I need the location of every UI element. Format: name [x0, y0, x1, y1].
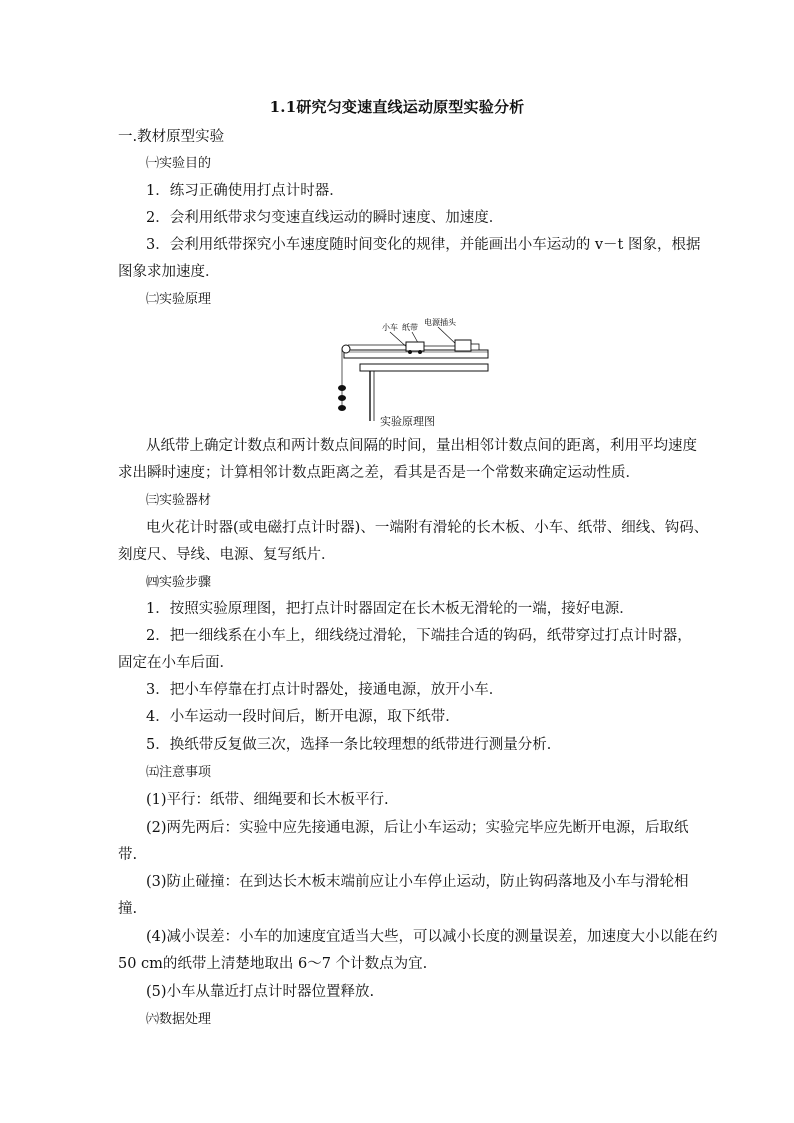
figure-caption: 实验原理图 — [380, 415, 435, 428]
document-title: 1.1研究匀变速直线运动原型实验分析 — [269, 98, 525, 116]
subsection-heading: ㈡实验原理 — [146, 292, 212, 307]
paragraph-line: 求出瞬时速度；计算相邻计数点距离之差，看其是否是一个常数来确定运动性质． — [118, 465, 640, 481]
label-car: 小车 — [382, 323, 398, 332]
subsection-heading: ㈣实验步骤 — [146, 575, 212, 590]
paragraph-line: 5．换纸带反复做三次，选择一条比较理想的纸带进行测量分析． — [146, 737, 562, 753]
paragraph-line: 2．会利用纸带求匀变速直线运动的瞬时速度、加速度． — [146, 210, 504, 226]
paragraph-line: 3．会利用纸带探究小车速度随时间变化的规律，并能画出小车运动的 v－t 图象，根据 — [146, 237, 701, 253]
paragraph-line: 1．按照实验原理图，把打点计时器固定在长木板无滑轮的一端，接好电源． — [146, 601, 634, 617]
paragraph-line: 1．练习正确使用打点计时器． — [146, 183, 344, 199]
paragraph-line: 固定在小车后面． — [118, 655, 234, 671]
paragraph-line: 带. — [118, 847, 138, 863]
paragraph-line: (4)减小误差：小车的加速度宜适当大些，可以减小长度的测量误差，加速度大小以能在约 — [146, 929, 718, 945]
section-heading: 一.教材原型实验 — [118, 129, 225, 145]
label-tape: 纸带 — [402, 323, 418, 332]
paragraph-line: 刻度尺、导线、电源、复写纸片． — [118, 547, 336, 563]
subsection-heading: ㈢实验器材 — [146, 493, 212, 508]
paragraph-line: (5)小车从靠近打点计时器位置释放. — [146, 984, 375, 1000]
paragraph-line: 从纸带上确定计数点和两计数点间隔的时间，量出相邻计数点间的距离，利用平均速度 — [146, 438, 697, 454]
subsection-heading: ㈥数据处理 — [146, 1012, 212, 1027]
paragraph-line: 撞. — [118, 901, 138, 917]
paragraph-line: (3)防止碰撞：在到达长木板末端前应让小车停止运动，防止钩码落地及小车与滑轮相 — [146, 874, 689, 890]
subsection-heading: ㈤注意事项 — [146, 765, 212, 780]
paragraph-line: 4．小车运动一段时间后，断开电源，取下纸带． — [146, 709, 460, 725]
paragraph-line: 50 cm的纸带上清楚地取出 6～7 个计数点为宜. — [118, 956, 428, 972]
paragraph-line: 3．把小车停靠在打点计时器处，接通电源，放开小车． — [146, 682, 504, 698]
paragraph-line: (2)两先两后：实验中应先接通电源，后让小车运动；实验完毕应先断开电源，后取纸 — [146, 820, 689, 836]
paragraph-line: 图象求加速度． — [118, 264, 220, 280]
label-plug: 电源插头 — [424, 318, 456, 327]
paragraph-line: 2．把一细线系在小车上，细线绕过滑轮，下端挂合适的钩码，纸带穿过打点计时器， — [146, 628, 692, 644]
paragraph-line: (1)平行：纸带、细绳要和长木板平行. — [146, 792, 389, 808]
subsection-heading: ㈠实验目的 — [146, 156, 212, 171]
paragraph-line: 电火花计时器(或电磁打点计时器)、一端附有滑轮的长木板、小车、纸带、细线、钩码、 — [146, 520, 709, 536]
